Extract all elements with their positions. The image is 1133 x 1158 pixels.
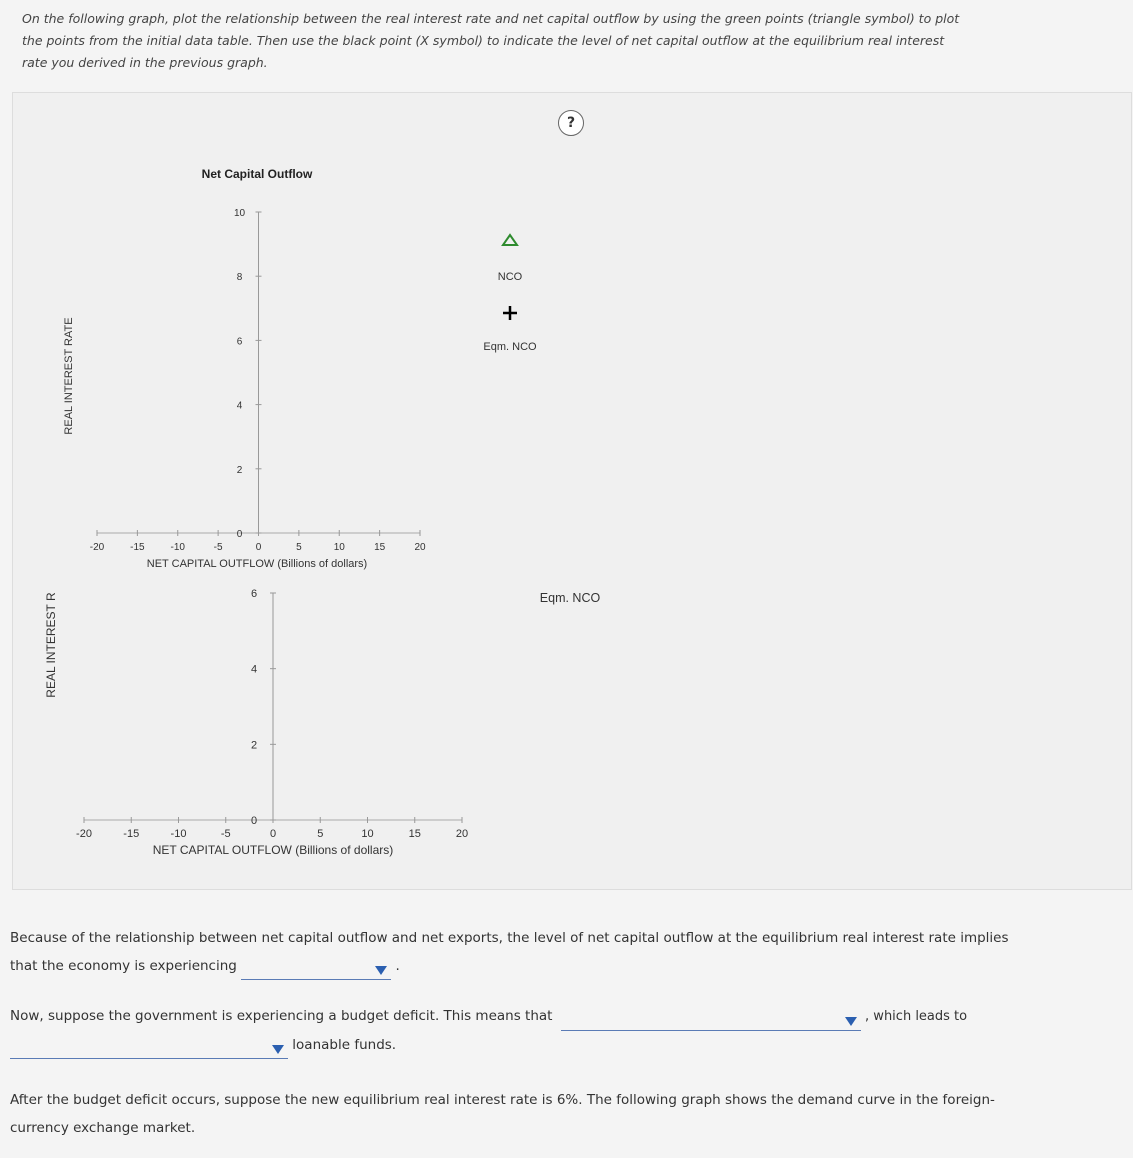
question-1-line-a: Because of the relationship between net capital outflow and net exports, the level of net capital outflow at the equilibrium real interest rate implies (10, 930, 1009, 946)
nco-legend-label: NCO (497, 271, 523, 283)
economy-dropdown[interactable] (241, 961, 391, 980)
x-tick-label: 0 (269, 828, 277, 840)
question-1-text-b: that the economy is experiencing (10, 958, 237, 974)
budget-deficit-dropdown[interactable] (561, 1012, 861, 1031)
eqm-legend-label: Eqm. NCO (483, 341, 537, 353)
chevron-down-icon (272, 1045, 284, 1054)
question-1 (10, 924, 1120, 980)
y-tick-label: 6 (236, 336, 243, 348)
chart-upper[interactable] (63, 167, 426, 570)
chevron-down-icon (375, 966, 387, 975)
x-tick-label: -15 (123, 828, 140, 840)
chart-title: Net Capital Outflow (201, 167, 313, 181)
question-2-text-a: Now, suppose the government is experiencing a budget deficit. This means that (10, 1008, 553, 1024)
x-tick-label: 0 (255, 542, 262, 553)
eqm-legend-label-lower: Eqm. NCO (539, 591, 601, 605)
x-tick-label: -5 (220, 828, 231, 840)
question-2-text-b: , which leads to (865, 1009, 968, 1024)
x-tick-label: -20 (76, 828, 92, 840)
question-1-line-b (10, 952, 1120, 980)
x-tick-label: -15 (130, 542, 145, 553)
x-tick-label: -5 (213, 542, 223, 553)
question-2-text-c: loanable funds. (292, 1037, 397, 1053)
y-axis-label: REAL INTEREST R (44, 592, 58, 698)
x-tick-label: 10 (333, 542, 345, 553)
question-2-line-a (10, 1002, 1120, 1031)
instructions-line-2: the points from the initial data table. Then use the black point (X symbol) to indicate the level of net capital outflow at the equilibrium real interest (22, 33, 945, 48)
x-tick-label: -10 (170, 542, 185, 553)
x-tick-label: 5 (296, 542, 302, 553)
eqm-cross-tool[interactable] (503, 306, 517, 320)
x-tick-label: 15 (408, 828, 421, 840)
palette (483, 235, 600, 605)
x-tick-label: 15 (374, 542, 386, 553)
question-3 (10, 1086, 1120, 1142)
x-axis-label: NET CAPITAL OUTFLOW (Billions of dollars) (146, 558, 368, 570)
y-tick-label: 6 (250, 588, 258, 600)
loanable-funds-dropdown[interactable] (10, 1040, 288, 1059)
chevron-down-icon (845, 1017, 857, 1026)
y-tick-label: 10 (233, 208, 246, 219)
y-tick-label: 0 (250, 815, 258, 827)
period: . (391, 958, 400, 974)
x-tick-label: 20 (414, 542, 426, 553)
chart-lower[interactable] (44, 588, 468, 857)
x-axis-label: NET CAPITAL OUTFLOW (Billions of dollars) (152, 843, 394, 857)
x-tick-label: -10 (170, 828, 187, 840)
y-tick-label: 4 (250, 663, 258, 676)
y-axis-label: REAL INTEREST RATE (63, 317, 75, 435)
x-tick-label: -20 (89, 542, 105, 553)
x-tick-label: 5 (317, 828, 324, 840)
y-tick-label: 8 (236, 272, 243, 284)
question-2-line-b (10, 1031, 1120, 1059)
instructions-line-3: rate you derived in the previous graph. (22, 55, 268, 70)
help-icon[interactable]: ? (558, 110, 584, 136)
y-tick-label: 2 (250, 739, 258, 752)
question-3-line-b: currency exchange market. (10, 1120, 196, 1136)
x-tick-label: 10 (361, 828, 374, 840)
y-tick-label: 4 (236, 400, 243, 412)
instructions-line-1: On the following graph, plot the relationship between the real interest rate and net capital outflow by using the green points (triangle symbol) to plot (22, 11, 960, 26)
y-tick-label: 0 (236, 529, 243, 540)
question-3-line-a: After the budget deficit occurs, suppose the new equilibrium real interest rate is 6%. The following graph shows the demand curve in the foreign- (10, 1092, 995, 1108)
nco-triangle-tool[interactable] (503, 235, 517, 245)
question-2 (10, 1002, 1120, 1059)
x-tick-label: 20 (455, 828, 469, 840)
y-tick-label: 2 (236, 464, 243, 476)
